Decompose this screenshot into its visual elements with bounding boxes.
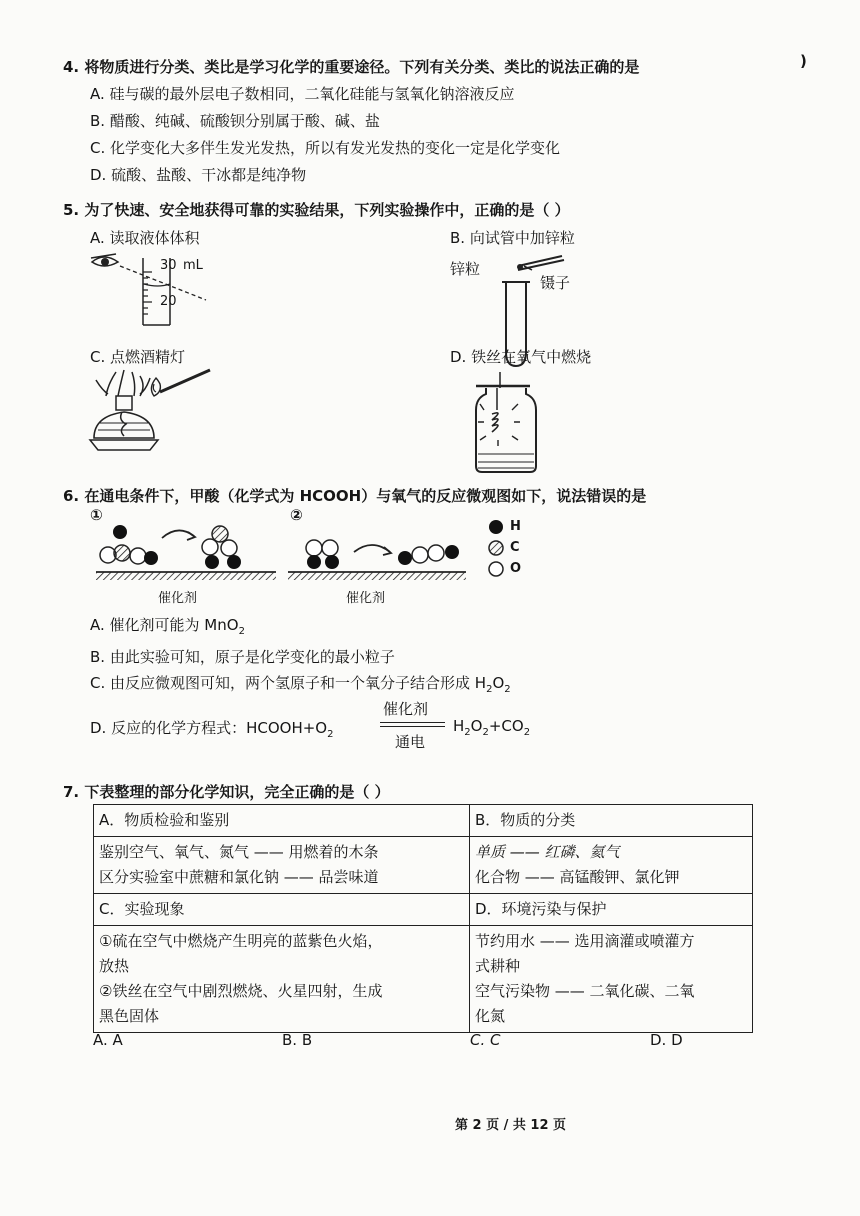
- equation-condition-catalyst: 催化剂: [383, 700, 429, 718]
- cylinder-unit: mL: [183, 258, 203, 273]
- q4-option-b: B. 醋酸、纯碱、硫酸钡分别属于酸、碱、盐: [90, 112, 380, 130]
- catalyst-label-2: 催化剂: [346, 591, 386, 606]
- table-head-d: D．环境污染与保护: [470, 894, 753, 926]
- equation-products: $H_2O_2+CO_2$: [453, 717, 531, 738]
- q6-option-a: A. 催化剂可能为 MnO$_2$: [90, 616, 245, 637]
- q6-option-b: B. 由此实验可知，原子是化学变化的最小粒子: [90, 648, 395, 666]
- q5-option-b: B. 向试管中加锌粒: [450, 229, 575, 247]
- q7-choice-d: D. D: [650, 1031, 683, 1049]
- equation-condition-electric: 通电: [395, 733, 426, 751]
- q4-option-a: A. 硅与碳的最外层电子数相同，二氧化硅能与氢氧化钠溶液反应: [90, 85, 515, 103]
- table-cell-d: 节约用水 —— 选用滴灌或喷灌方 式耕种 空气污染物 —— 二氧化碳、二氧 化氮: [470, 926, 753, 1033]
- eye-icon: [91, 254, 118, 266]
- q6-stem: 6. 在通电条件下，甲酸（化学式为 HCOOH）与氧气的反应微观图如下，说法错误的是: [63, 487, 647, 505]
- q4-option-c: C. 化学变化大多伴生发光发热，所以有发光发热的变化一定是化学变化: [90, 139, 561, 157]
- q5-option-a: A. 读取液体体积: [90, 229, 200, 247]
- q7-choice-b: B. B: [282, 1031, 313, 1049]
- knowledge-table: [93, 804, 753, 1033]
- cylinder-mark-20: 20: [160, 294, 177, 309]
- table-head-c: C．实验现象: [94, 894, 470, 926]
- q4-stem: 4. 将物质进行分类、类比是学习化学的重要途径。下列有关分类、类比的说法正确的是: [63, 58, 640, 76]
- table-cell-c: ①硫在空气中燃烧产生明亮的蓝紫色火焰， 放热 ②铁丝在空气中剧烈燃烧、火星四射，生成 黑色固体: [94, 926, 470, 1033]
- table-head-b: B．物质的分类: [470, 805, 753, 837]
- q7-choice-a: A. A: [93, 1031, 123, 1049]
- catalyst-label-1: 催化剂: [158, 591, 198, 606]
- equation-line-top: [380, 722, 445, 723]
- step-2-label: ②: [290, 506, 303, 524]
- q6-option-d: D. 反应的化学方程式：$HCOOH+O_2$: [90, 719, 334, 740]
- step-1-label: ①: [90, 506, 103, 524]
- cylinder-mark-30: 30: [160, 258, 177, 273]
- table-cell-a: 鉴别空气、氧气、氮气 —— 用燃着的木条 区分实验室中蔗糖和氯化钠 —— 品尝味道: [94, 837, 470, 894]
- table-cell-b: 单质 —— 红磷、氦气 化合物 —— 高锰酸钾、氯化钾: [470, 837, 753, 894]
- cylinder-reading-illustration: [88, 250, 228, 330]
- q5-option-c: C. 点燃酒精灯: [90, 348, 186, 366]
- q4-answer-paren: ): [800, 52, 807, 70]
- atom-legend-icons: [486, 519, 508, 577]
- zinc-label: 锌粒: [450, 260, 481, 278]
- tweezer-label: 镊子: [540, 274, 571, 292]
- oxygen-bottle-illustration: [470, 370, 560, 480]
- legend-h: H: [510, 519, 521, 534]
- q7-stem: 7. 下表整理的部分化学知识，完全正确的是（ ）: [63, 783, 390, 801]
- legend-o: O: [510, 561, 522, 576]
- alcohol-lamp-illustration: [88, 368, 228, 458]
- equation-line-bottom: [380, 726, 445, 727]
- q5-option-d: D. 铁丝在氧气中燃烧: [450, 348, 592, 366]
- q6-option-c: C. 由反应微观图可知，两个氢原子和一个氧分子结合形成 $H_2O_2$: [90, 674, 511, 695]
- reaction-microscopic-diagram: [92, 520, 472, 590]
- page-footer: 第 2 页 / 共 12 页: [455, 1118, 567, 1133]
- table-head-a: A．物质检验和鉴别: [94, 805, 470, 837]
- legend-c: C: [510, 540, 520, 555]
- q5-stem: 5. 为了快速、安全地获得可靠的实验结果，下列实验操作中，正确的是（ ）: [63, 201, 570, 219]
- q7-choice-c: C. C: [470, 1031, 501, 1049]
- h-atom: [113, 525, 127, 539]
- q4-option-d: D. 硫酸、盐酸、干冰都是纯净物: [90, 166, 307, 184]
